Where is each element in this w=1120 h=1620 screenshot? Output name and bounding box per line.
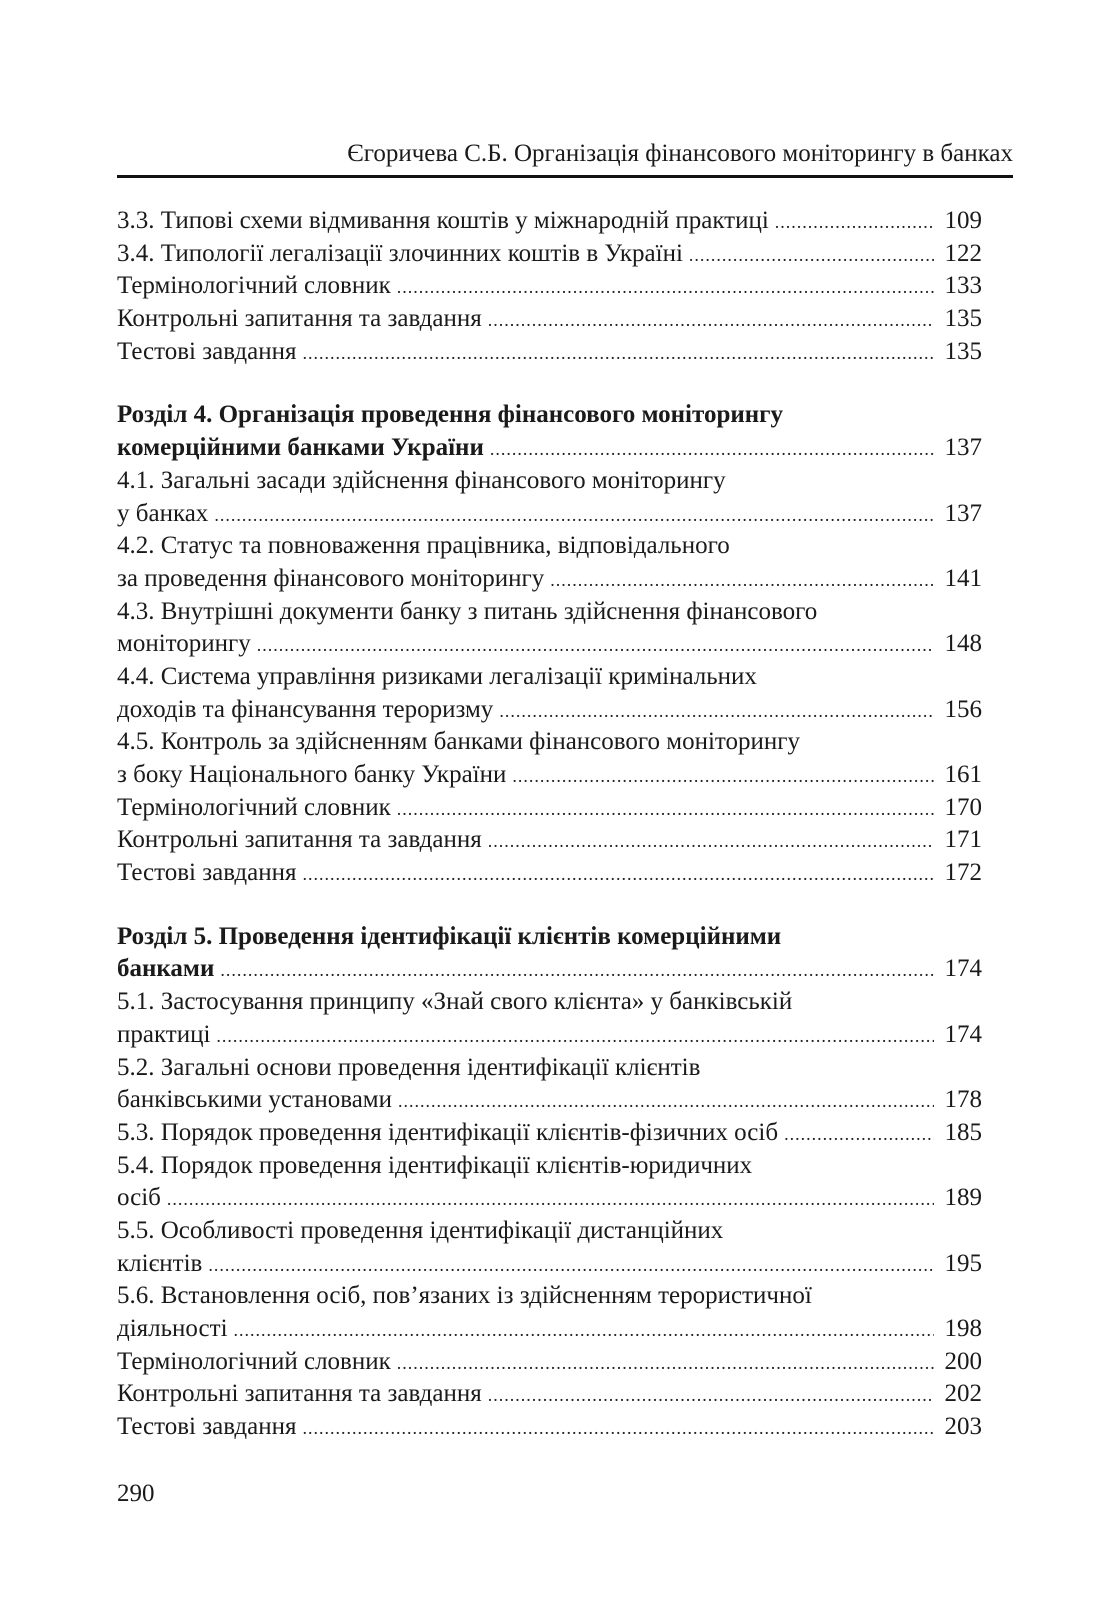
toc-page-number: 141 — [944, 564, 982, 592]
running-header: Єгоричева С.Б. Організація фінансового моніторингу в банках — [117, 138, 1013, 178]
dot-leader — [302, 337, 934, 370]
toc-page-number: 135 — [944, 305, 982, 333]
toc-page-number: 137 — [944, 499, 982, 527]
dot-leader — [488, 825, 934, 858]
toc-entry-4-3[interactable] — [117, 596, 982, 629]
dot-leader — [775, 206, 934, 239]
toc-entry-tests-4[interactable] — [117, 857, 982, 890]
toc-entry-title: Тестові завдання — [117, 859, 297, 887]
dot-leader — [397, 271, 934, 304]
toc-page-number: 137 — [944, 434, 982, 462]
toc-entry-glossary-5[interactable] — [117, 1346, 982, 1379]
toc-entry-title: доходів та фінансування тероризму — [117, 695, 494, 723]
toc-entry-3-3[interactable] — [117, 205, 982, 238]
dot-leader — [220, 954, 934, 987]
dot-leader — [397, 793, 934, 826]
toc-entry-5-1-cont[interactable] — [117, 1019, 982, 1052]
dot-leader — [398, 1085, 934, 1118]
toc-entry-title: 4.3. Внутрішні документи банку з питань здійснення фінансового — [117, 597, 818, 625]
toc-entry-title: 4.1. Загальні засади здійснення фінансового моніторингу — [117, 466, 726, 494]
toc-page-number: 135 — [944, 337, 982, 365]
dot-leader — [512, 760, 934, 793]
toc-entry-title: 3.3. Типові схеми відмивання коштів у міжнародній практиці — [117, 207, 769, 234]
toc-page-number: 161 — [944, 761, 982, 788]
dot-leader — [550, 564, 934, 597]
section-5-title-line1[interactable] — [117, 921, 982, 954]
toc-entry-5-5[interactable] — [117, 1215, 982, 1248]
toc-entry-4-4[interactable] — [117, 661, 982, 694]
section-5-title-line2[interactable] — [117, 953, 982, 986]
dot-leader — [302, 1412, 934, 1445]
toc-entry-title: 4.4. Система управління ризиками легалізації кримінальних — [117, 662, 757, 690]
toc-entry-3-4[interactable] — [117, 238, 982, 271]
toc-page-number: 195 — [944, 1249, 982, 1277]
toc-entry-title: 5.1. Застосування принципу «Знай свого клієнта» у банківській — [117, 988, 793, 1016]
toc-page-number: 174 — [944, 1020, 982, 1048]
section-4-title-line2[interactable] — [117, 432, 982, 465]
toc-entry-glossary-4[interactable] — [117, 792, 982, 825]
dot-leader — [216, 1020, 934, 1053]
section-title: комерційними банками України — [117, 434, 484, 462]
toc-page-number: 156 — [944, 695, 982, 723]
toc-entry-5-2-cont[interactable] — [117, 1084, 982, 1117]
toc-entry-title: 5.4. Порядок проведення ідентифікації клієнтів-юридичних — [117, 1151, 753, 1179]
toc-page-number: 122 — [944, 239, 982, 267]
toc-entry-title: 5.5. Особливості проведення ідентифікації дистанційних — [117, 1216, 724, 1244]
toc-entry-5-6-cont[interactable] — [117, 1313, 982, 1346]
section-title: банками — [117, 955, 215, 983]
toc-entry-5-2[interactable] — [117, 1052, 982, 1085]
dot-leader — [208, 1249, 934, 1282]
dot-leader — [257, 629, 934, 662]
dot-leader — [488, 1379, 934, 1412]
toc-page-number: 109 — [944, 207, 982, 234]
toc-entry-4-1[interactable] — [117, 465, 982, 498]
toc-entry-5-1[interactable] — [117, 986, 982, 1019]
toc-entry-5-4-cont[interactable] — [117, 1182, 982, 1215]
toc-entry-title: 5.3. Порядок проведення ідентифікації клієнтів-фізичних осіб — [117, 1118, 779, 1146]
toc-entry-5-5-cont[interactable] — [117, 1248, 982, 1281]
toc-entry-questions-4[interactable] — [117, 824, 982, 857]
toc-entry-title: 5.2. Загальні основи проведення ідентифікації клієнтів — [117, 1053, 701, 1081]
toc-entry-title: Контрольні запитання та завдання — [117, 305, 482, 333]
dot-leader — [488, 304, 934, 337]
toc-entry-tests-3[interactable] — [117, 336, 982, 369]
toc-entry-title: Контрольні запитання та завдання — [117, 826, 482, 854]
toc-entry-4-2[interactable] — [117, 530, 982, 563]
table-of-contents — [117, 205, 982, 1444]
toc-entry-title: за проведення фінансового моніторингу — [117, 564, 545, 592]
toc-entry-title: з боку Національного банку України — [117, 761, 507, 788]
toc-entry-title: Термінологічний словник — [117, 793, 391, 821]
toc-entry-title: банківськими установами — [117, 1086, 392, 1114]
toc-entry-title: у банках — [117, 499, 209, 527]
section-title: Розділ 4. Організація проведення фінансового моніторингу — [117, 401, 784, 429]
toc-entry-5-6[interactable] — [117, 1280, 982, 1313]
toc-page-number: 148 — [944, 630, 982, 658]
toc-entry-4-5-cont[interactable] — [117, 759, 982, 792]
toc-page-number: 200 — [944, 1347, 982, 1375]
section-title: Розділ 5. Проведення ідентифікації клієнтів комерційними — [117, 922, 782, 950]
toc-page-number: 185 — [944, 1118, 982, 1146]
toc-page-number: 203 — [944, 1413, 982, 1441]
toc-page-number: 198 — [944, 1315, 982, 1342]
toc-entry-5-4[interactable] — [117, 1150, 982, 1183]
section-4-title-line1[interactable] — [117, 399, 982, 432]
toc-entry-4-3-cont[interactable] — [117, 628, 982, 661]
toc-page-number: 133 — [944, 272, 982, 300]
toc-entry-title: осіб — [117, 1184, 161, 1212]
dot-leader — [490, 433, 934, 466]
toc-entry-4-1-cont[interactable] — [117, 498, 982, 531]
toc-entry-5-3[interactable] — [117, 1117, 982, 1150]
toc-entry-title: 4.5. Контроль за здійсненням банками фінансового моніторингу — [117, 728, 801, 756]
toc-entry-title: моніторингу — [117, 630, 251, 658]
dot-leader — [397, 1347, 934, 1380]
toc-entry-title: Тестові завдання — [117, 1413, 297, 1441]
toc-entry-title: практиці — [117, 1020, 211, 1048]
dot-leader — [689, 239, 934, 272]
toc-entry-4-2-cont[interactable] — [117, 563, 982, 596]
toc-entry-glossary-3[interactable] — [117, 270, 982, 303]
toc-entry-title: клієнтів — [117, 1249, 203, 1277]
toc-entry-title: Контрольні запитання та завдання — [117, 1380, 482, 1408]
dot-leader — [499, 695, 934, 728]
toc-page-number: 172 — [944, 859, 982, 887]
toc-entry-title: Термінологічний словник — [117, 272, 391, 300]
toc-entry-questions-5[interactable] — [117, 1378, 982, 1411]
toc-entry-questions-3[interactable] — [117, 303, 982, 336]
dot-leader — [302, 858, 934, 891]
toc-page-number: 171 — [944, 826, 982, 854]
toc-entry-4-4-cont[interactable] — [117, 694, 982, 727]
toc-entry-title: Термінологічний словник — [117, 1347, 391, 1375]
toc-entry-title: 5.6. Встановлення осіб, пов’язаних із здійсненням терористичної — [117, 1282, 812, 1310]
toc-entry-title: 4.2. Статус та повноваження працівника, відповідального — [117, 532, 730, 560]
toc-page-number: 202 — [944, 1380, 982, 1408]
toc-entry-title: Тестові завдання — [117, 337, 297, 365]
section-gap — [117, 368, 982, 399]
toc-page-number: 174 — [944, 955, 982, 983]
toc-entry-tests-5[interactable] — [117, 1411, 982, 1444]
toc-entry-4-5[interactable] — [117, 726, 982, 759]
dot-leader — [234, 1314, 934, 1347]
toc-page-number: 170 — [944, 793, 982, 821]
dot-leader — [167, 1183, 934, 1216]
dot-leader — [214, 499, 934, 532]
toc-page-number: 189 — [944, 1184, 982, 1212]
toc-entry-title: діяльності — [117, 1315, 228, 1342]
toc-entry-title: 3.4. Типології легалізації злочинних коштів в Україні — [117, 239, 683, 267]
dot-leader — [784, 1118, 934, 1151]
section-gap — [117, 890, 982, 921]
page-number: 290 — [117, 1480, 155, 1507]
toc-page-number: 178 — [944, 1086, 982, 1114]
